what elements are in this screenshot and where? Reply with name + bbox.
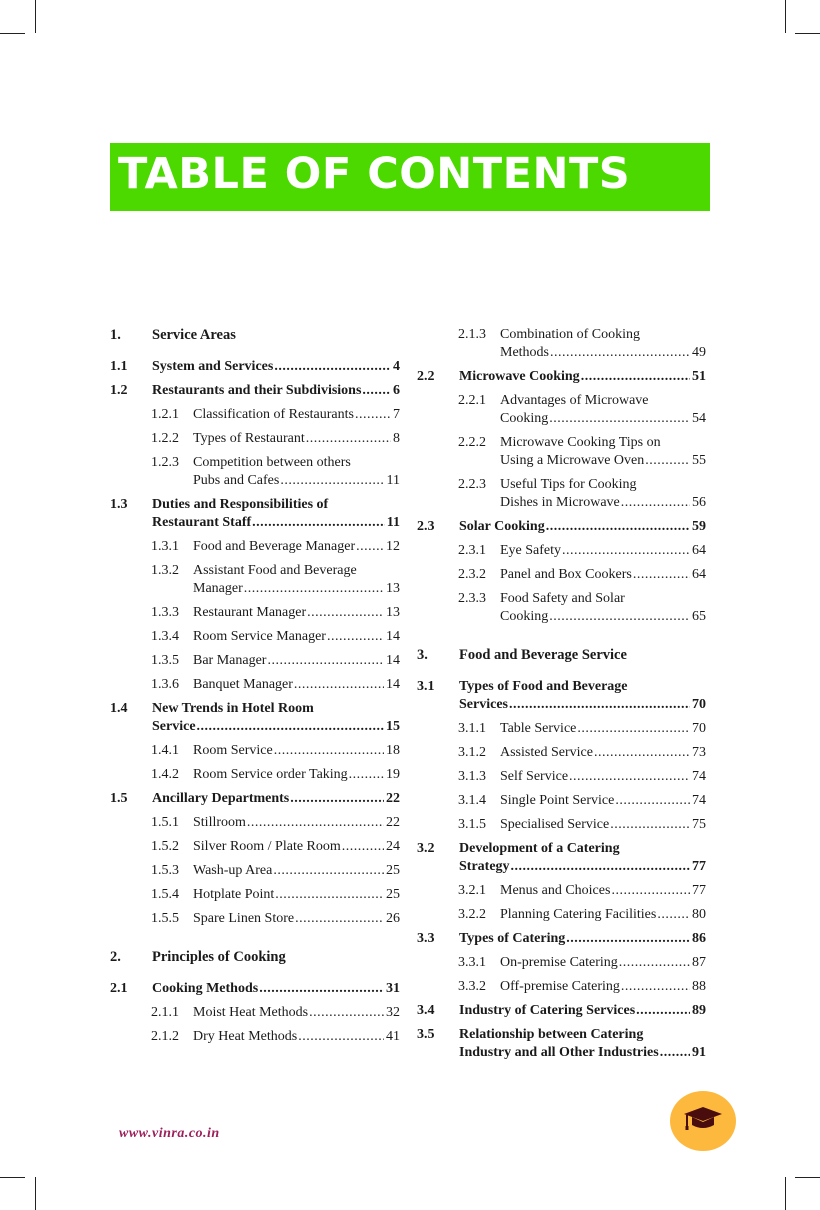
section-heading[interactable] [417, 646, 706, 664]
section-title: Principles of Cooking [152, 949, 286, 965]
toc-entry[interactable] [110, 382, 400, 400]
toc-entry[interactable] [110, 862, 400, 880]
entry-page-number: 13 [386, 581, 400, 596]
entry-page-number: 32 [386, 1005, 400, 1020]
toc-entry[interactable] [110, 538, 400, 556]
toc-entry[interactable] [417, 906, 706, 924]
entry-number: 2.2.1 [458, 393, 486, 408]
entry-number: 3.3.1 [458, 955, 486, 970]
entry-page-number: 56 [692, 495, 706, 510]
entry-page-number: 64 [692, 543, 706, 558]
entry-number: 1.4.2 [151, 767, 179, 782]
toc-entry[interactable] [417, 840, 706, 876]
entry-page-number: 26 [386, 911, 400, 926]
entry-body [500, 954, 706, 972]
entry-number: 3.1.4 [458, 793, 486, 808]
toc-entry[interactable] [110, 1004, 400, 1022]
footer-url[interactable]: www.vinra.co.in [119, 1126, 220, 1141]
entry-body [193, 910, 400, 928]
entry-title: Types of Food and Beverage Services ..... [459, 679, 628, 712]
entry-number: 1.3.6 [151, 677, 179, 692]
entry-page-number: 22 [386, 791, 400, 806]
entry-page-number: 77 [692, 883, 706, 898]
entry-body [193, 604, 400, 622]
entry-title: On-premise Catering ..... [500, 955, 618, 970]
entry-body [193, 1004, 400, 1022]
entry-number: 1.4.1 [151, 743, 179, 758]
entry-body [459, 368, 706, 386]
toc-entry[interactable] [417, 930, 706, 948]
entry-title: Restaurants and their Subdivisions ..... [152, 383, 361, 398]
toc-entry[interactable] [110, 676, 400, 694]
entry-title: Room Service order Taking ..... [193, 767, 348, 782]
entry-number: 1.3 [110, 497, 128, 512]
entry-number: 2.1.1 [151, 1005, 179, 1020]
entry-title: Stillroom ..... [193, 815, 246, 830]
entry-number: 3.1 [417, 679, 435, 694]
entry-title: Eye Safety ..... [500, 543, 561, 558]
entry-title: Room Service ..... [193, 743, 273, 758]
entry-title: Types of Catering ..... [459, 931, 565, 946]
entry-page-number: 55 [692, 453, 706, 468]
entry-title: Planning Catering Facilities ..... [500, 907, 656, 922]
toc-entry[interactable] [110, 652, 400, 670]
entry-body [152, 382, 400, 400]
entry-body [500, 882, 706, 900]
entry-page-number: 13 [386, 605, 400, 620]
entry-body [152, 790, 400, 808]
section-number: 2. [110, 949, 121, 965]
entry-body [500, 476, 706, 512]
entry-body [193, 538, 400, 556]
entry-number: 1.5.4 [151, 887, 179, 902]
entry-body [152, 980, 400, 998]
entry-body [500, 744, 706, 762]
entry-number: 1.5.5 [151, 911, 179, 926]
entry-title: Table Service ..... [500, 721, 576, 736]
crop-mark [785, 0, 786, 33]
entry-body [152, 700, 400, 736]
toc-entry[interactable] [110, 814, 400, 832]
entry-number: 3.1.2 [458, 745, 486, 760]
entry-body [152, 358, 400, 376]
entry-page-number: 91 [692, 1045, 706, 1060]
entry-page-number: 7 [393, 407, 400, 422]
entry-body [500, 434, 706, 470]
toc-entry[interactable] [417, 542, 706, 560]
entry-number: 3.2.1 [458, 883, 486, 898]
entry-title: Self Service ..... [500, 769, 568, 784]
entry-page-number: 59 [692, 519, 706, 534]
entry-page-number: 14 [386, 629, 400, 644]
entry-title: Ancillary Departments ..... [152, 791, 289, 806]
toc-entry[interactable] [417, 476, 706, 512]
crop-mark [795, 1177, 820, 1178]
entry-body [193, 862, 400, 880]
section-title: Food and Beverage Service [459, 647, 627, 663]
entry-title: Specialised Service ..... [500, 817, 609, 832]
entry-body [193, 886, 400, 904]
toc-entry[interactable] [417, 720, 706, 738]
section-number: 1. [110, 327, 121, 343]
entry-number: 1.5 [110, 791, 128, 806]
entry-body [459, 678, 706, 714]
toc-entry[interactable] [110, 1028, 400, 1046]
toc-entry[interactable] [417, 590, 706, 626]
entry-title: Classification of Restaurants ..... [193, 407, 354, 422]
entry-title: Microwave Cooking ..... [459, 369, 580, 384]
entry-number: 3.1.3 [458, 769, 486, 784]
entry-body [193, 628, 400, 646]
entry-body [459, 1002, 706, 1020]
section-heading[interactable] [110, 948, 400, 966]
entry-body [193, 406, 400, 424]
entry-title: Food Safety and Solar Cooking ..... [500, 591, 625, 624]
entry-number: 3.1.1 [458, 721, 486, 736]
crop-mark [795, 33, 820, 34]
crop-mark [35, 1177, 36, 1210]
entry-title: Cooking Methods ..... [152, 981, 258, 996]
entry-number: 1.4 [110, 701, 128, 716]
entry-body [193, 766, 400, 784]
entry-title: Assistant Food and Beverage Manager ..... [193, 563, 357, 596]
entry-body [152, 496, 400, 532]
toc-entry[interactable] [417, 1026, 706, 1062]
entry-number: 2.2 [417, 369, 435, 384]
toc-entry[interactable] [417, 954, 706, 972]
graduation-cap-icon [682, 1103, 724, 1139]
toc-entry[interactable] [110, 430, 400, 448]
entry-title: Duties and Responsibilities of Restaurant Staff ..... [152, 497, 328, 530]
entry-page-number: 8 [393, 431, 400, 446]
entry-title: Dry Heat Methods ..... [193, 1029, 297, 1044]
entry-title: Industry of Catering Services ..... [459, 1003, 635, 1018]
entry-title: Moist Heat Methods ..... [193, 1005, 308, 1020]
toc-entry[interactable] [110, 742, 400, 760]
toc-entry[interactable] [110, 700, 400, 736]
entry-page-number: 19 [386, 767, 400, 782]
toc-entry[interactable] [417, 392, 706, 428]
entry-title: Advantages of Microwave Cooking ..... [500, 393, 649, 426]
toc-entry[interactable] [417, 434, 706, 470]
toc-entry[interactable] [417, 326, 706, 362]
toc-entry[interactable] [417, 768, 706, 786]
toc-entry[interactable] [110, 838, 400, 856]
toc-entry[interactable] [417, 816, 706, 834]
entry-body [500, 816, 706, 834]
toc-entry[interactable] [417, 882, 706, 900]
toc-entry[interactable] [110, 980, 400, 998]
entry-body [500, 768, 706, 786]
entry-body [459, 518, 706, 536]
entry-body [193, 1028, 400, 1046]
entry-number: 1.5.1 [151, 815, 179, 830]
entry-number: 1.5.3 [151, 863, 179, 878]
entry-page-number: 4 [393, 359, 400, 374]
entry-title: Assisted Service ..... [500, 745, 593, 760]
entry-number: 3.3.2 [458, 979, 486, 994]
entry-page-number: 14 [386, 653, 400, 668]
toc-entry[interactable] [110, 406, 400, 424]
entry-page-number: 70 [692, 697, 706, 712]
entry-body [193, 454, 400, 490]
entry-number: 1.2.1 [151, 407, 179, 422]
toc-entry[interactable] [417, 978, 706, 996]
entry-title: Silver Room / Plate Room ..... [193, 839, 341, 854]
toc-entry[interactable] [110, 628, 400, 646]
entry-page-number: 51 [692, 369, 706, 384]
entry-number: 3.2 [417, 841, 435, 856]
entry-number: 3.4 [417, 1003, 435, 1018]
entry-number: 3.2.2 [458, 907, 486, 922]
entry-body [459, 1026, 706, 1062]
entry-page-number: 24 [386, 839, 400, 854]
entry-title: Useful Tips for Cooking Dishes in Microwave ..... [500, 477, 637, 510]
entry-page-number: 64 [692, 567, 706, 582]
entry-title: Restaurant Manager ..... [193, 605, 306, 620]
entry-title: Relationship between Catering Industry and all Other Industries ..... [459, 1027, 659, 1060]
section-title: Service Areas [152, 327, 236, 343]
entry-page-number: 25 [386, 887, 400, 902]
entry-page-number: 11 [386, 473, 400, 488]
toc-entry[interactable] [417, 1002, 706, 1020]
entry-title: Microwave Cooking Tips on Using a Microwave Oven ..... [500, 435, 661, 468]
toc-entry[interactable] [110, 454, 400, 490]
entry-number: 1.2 [110, 383, 128, 398]
entry-number: 1.1 [110, 359, 128, 374]
entry-body [500, 978, 706, 996]
crop-mark [785, 1177, 786, 1210]
entry-page-number: 80 [692, 907, 706, 922]
entry-title: Wash-up Area ..... [193, 863, 272, 878]
entry-title: Solar Cooking ..... [459, 519, 545, 534]
entry-body [193, 676, 400, 694]
entry-title: Food and Beverage Manager ..... [193, 539, 355, 554]
entry-number: 1.5.2 [151, 839, 179, 854]
title-banner [110, 143, 710, 211]
entry-number: 2.1 [110, 981, 128, 996]
toc-entry[interactable] [110, 604, 400, 622]
entry-body [193, 430, 400, 448]
toc-entry[interactable] [417, 518, 706, 536]
toc-entry[interactable] [110, 562, 400, 598]
entry-page-number: 87 [692, 955, 706, 970]
entry-number: 1.3.1 [151, 539, 179, 554]
crop-mark [0, 1177, 25, 1178]
entry-number: 2.2.3 [458, 477, 486, 492]
entry-number: 3.5 [417, 1027, 435, 1042]
entry-body [193, 652, 400, 670]
toc-entry[interactable] [110, 910, 400, 928]
entry-title: Combination of Cooking Methods ..... [500, 327, 640, 360]
page-title: TABLE OF CONTENTS [118, 149, 631, 199]
entry-page-number: 88 [692, 979, 706, 994]
entry-number: 1.2.2 [151, 431, 179, 446]
toc-entry[interactable] [110, 886, 400, 904]
entry-page-number: 65 [692, 609, 706, 624]
entry-number: 3.1.5 [458, 817, 486, 832]
entry-number: 1.3.2 [151, 563, 179, 578]
entry-page-number: 86 [692, 931, 706, 946]
toc-entry[interactable] [417, 792, 706, 810]
entry-body [500, 392, 706, 428]
entry-page-number: 54 [692, 411, 706, 426]
toc-entry[interactable] [110, 766, 400, 784]
entry-title: Spare Linen Store ..... [193, 911, 294, 926]
section-number: 3. [417, 647, 428, 663]
toc-column-left [110, 326, 400, 1052]
entry-number: 3.3 [417, 931, 435, 946]
entry-title: Room Service Manager ..... [193, 629, 326, 644]
entry-body [193, 742, 400, 760]
crop-mark [0, 33, 25, 34]
entry-page-number: 75 [692, 817, 706, 832]
entry-page-number: 74 [692, 769, 706, 784]
entry-body [459, 840, 706, 876]
entry-title: Banquet Manager ..... [193, 677, 293, 692]
entry-page-number: 31 [386, 981, 400, 996]
entry-title: Single Point Service ..... [500, 793, 614, 808]
toc-entry[interactable] [417, 744, 706, 762]
entry-body [500, 720, 706, 738]
entry-title: Hotplate Point ..... [193, 887, 274, 902]
section-heading[interactable] [110, 326, 400, 344]
entry-body [500, 542, 706, 560]
entry-title: Off-premise Catering ..... [500, 979, 620, 994]
entry-page-number: 49 [692, 345, 706, 360]
toc-column-right [417, 326, 706, 1068]
entry-page-number: 22 [386, 815, 400, 830]
entry-body [500, 792, 706, 810]
entry-number: 2.1.3 [458, 327, 486, 342]
entry-number: 2.3.3 [458, 591, 486, 606]
entry-page-number: 11 [386, 515, 400, 530]
entry-body [193, 562, 400, 598]
entry-page-number: 18 [386, 743, 400, 758]
entry-number: 1.2.3 [151, 455, 179, 470]
entry-page-number: 41 [386, 1029, 400, 1044]
entry-number: 1.3.3 [151, 605, 179, 620]
entry-page-number: 6 [393, 383, 400, 398]
entry-page-number: 74 [692, 793, 706, 808]
entry-title: Panel and Box Cookers ..... [500, 567, 632, 582]
entry-number: 1.3.5 [151, 653, 179, 668]
entry-body [500, 590, 706, 626]
entry-page-number: 73 [692, 745, 706, 760]
entry-title: Types of Restaurant ..... [193, 431, 305, 446]
entry-body [193, 814, 400, 832]
toc-entry[interactable] [417, 368, 706, 386]
entry-number: 2.3.1 [458, 543, 486, 558]
entry-body [193, 838, 400, 856]
entry-body [500, 326, 706, 362]
entry-page-number: 14 [386, 677, 400, 692]
entry-number: 2.1.2 [151, 1029, 179, 1044]
toc-entry[interactable] [110, 790, 400, 808]
entry-number: 2.2.2 [458, 435, 486, 450]
vinra-logo [670, 1091, 736, 1151]
entry-number: 2.3 [417, 519, 435, 534]
entry-number: 2.3.2 [458, 567, 486, 582]
entry-body [500, 906, 706, 924]
entry-number: 1.3.4 [151, 629, 179, 644]
entry-page-number: 25 [386, 863, 400, 878]
entry-title: Bar Manager ..... [193, 653, 266, 668]
entry-body [459, 930, 706, 948]
entry-title: Development of a Catering Strategy ..... [459, 841, 620, 874]
entry-page-number: 70 [692, 721, 706, 736]
entry-title: Competition between others Pubs and Cafes ..... [193, 455, 351, 488]
entry-title: New Trends in Hotel Room Service ..... [152, 701, 314, 734]
toc-entry[interactable] [110, 358, 400, 376]
entry-page-number: 12 [386, 539, 400, 554]
entry-page-number: 15 [386, 719, 400, 734]
toc-entry[interactable] [110, 496, 400, 532]
entry-title: Menus and Choices ..... [500, 883, 610, 898]
entry-page-number: 89 [692, 1003, 706, 1018]
entry-body [500, 566, 706, 584]
toc-entry[interactable] [417, 678, 706, 714]
entry-title: System and Services ..... [152, 359, 273, 374]
toc-entry[interactable] [417, 566, 706, 584]
crop-mark [35, 0, 36, 33]
entry-page-number: 77 [692, 859, 706, 874]
